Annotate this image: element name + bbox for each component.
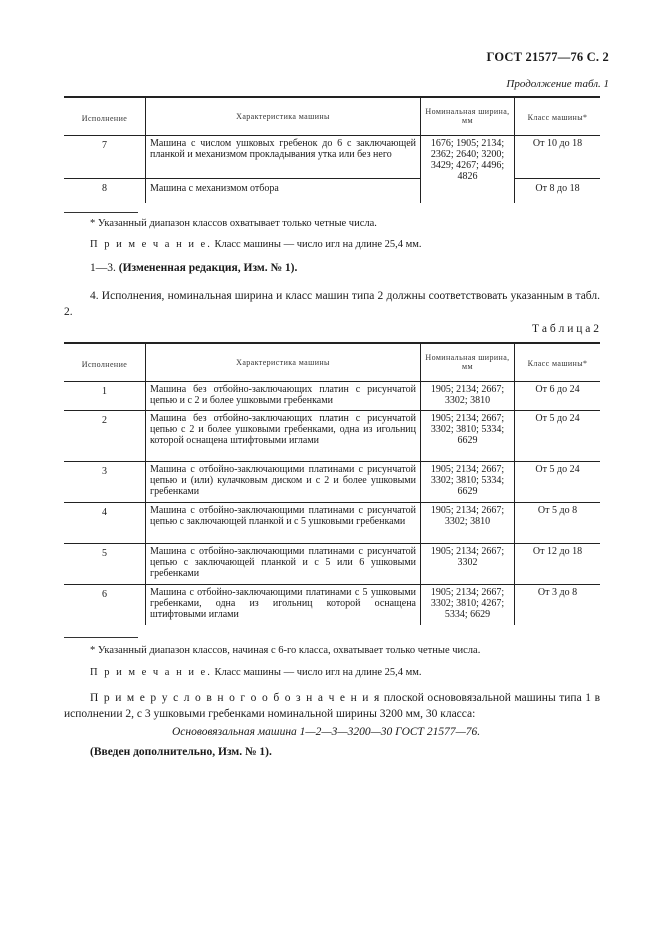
revision-text: (Измененная редакция, Изм. № 1). — [118, 262, 298, 274]
cell-class: От 5 до 24 — [515, 410, 601, 461]
table-row — [64, 543, 600, 584]
note-1 — [90, 239, 422, 250]
cell-class: От 5 до 24 — [515, 461, 601, 502]
note-label: П р и м е ч а н и е. — [90, 667, 212, 678]
table-2 — [64, 342, 600, 625]
note-text: Класс машины — число игл на длине 25,4 мм. — [214, 667, 422, 678]
cell-execution: 3 — [64, 461, 146, 502]
cell-execution: 8 — [102, 182, 107, 194]
cell-execution: 7 — [64, 135, 146, 178]
cell-execution: 1 — [64, 381, 146, 410]
cell-characteristic: Машина с отбойно-заключающими платинами с 5 ушковыми гребенками, одна из игольниц которой оснащена штифтовыми иглами — [146, 584, 421, 625]
cell-class: От 6 до 24 — [515, 381, 601, 410]
cell-characteristic: Машина с механизмом отбора — [146, 178, 421, 203]
page-header: ГОСТ 21577—76 С. 2 — [486, 50, 609, 64]
table-row — [64, 461, 600, 502]
cell-width: 1905; 2134; 2667; 3302; 3810; 5334; 6629 — [421, 410, 515, 461]
cell-execution: 4 — [64, 502, 146, 543]
col-header-characteristic: Характеристика машины — [146, 343, 421, 381]
table-row — [64, 410, 600, 461]
table-row — [64, 584, 600, 625]
cell-width: 1905; 2134; 2667; 3302 — [421, 543, 515, 584]
example-label: П р и м е р у с л о в н о г о о б о з н а ч е н и я — [90, 692, 381, 704]
cell-class: От 3 до 8 — [537, 586, 578, 598]
col-header-class: Класс машины* — [515, 97, 601, 135]
revision-1 — [90, 260, 297, 276]
cell-width: 1676; 1905; 2134; 2362; 2640; 3200; 3429; 4267; 4496; 4826 — [421, 135, 515, 203]
paragraph-4: 4. Исполнения, номинальная ширина и класс машин типа 2 должны соответствовать указанным в табл. 2. — [64, 290, 600, 318]
footnote-rule — [64, 637, 138, 638]
table-row — [64, 502, 600, 543]
col-header-width: Номинальная ширина, мм — [421, 97, 515, 135]
table-row — [64, 178, 600, 203]
cell-execution: 5 — [64, 543, 146, 584]
footnote-1: * Указанный диапазон классов охватывает только четные числа. — [90, 218, 377, 229]
cell-width: 1905; 2134; 2667; 3302; 3810; 5334; 6629 — [421, 461, 515, 502]
cell-characteristic: Машина с числом ушковых гребенок до 6 с заключающей планкой и механизмом прокладывания утка или без него — [146, 135, 421, 178]
footnote-rule — [64, 212, 138, 213]
cell-width: 1905; 2134; 2667; 3302; 3810 — [421, 502, 515, 543]
revision-prefix: 1—3. — [90, 262, 116, 274]
table-row — [64, 135, 600, 178]
cell-execution: 6 — [102, 588, 107, 600]
revision-2: (Введен дополнительно, Изм. № 1). — [90, 746, 272, 758]
cell-class: От 8 до 18 — [535, 182, 580, 194]
cell-characteristic: Машина с отбойно-заключающими платинами с рисунчатой цепью и (или) кулачковым диском и с 2 и более ушковыми гребенками — [146, 461, 421, 502]
cell-characteristic: Машина с отбойно-заключающими платинами с рисунчатой цепью с заключающей планкой и с 5 или 6 ушковыми гребенками — [146, 543, 421, 584]
cell-class: От 12 до 18 — [515, 543, 601, 584]
table-continuation-label: Продолжение табл. 1 — [506, 78, 609, 90]
cell-class: От 10 до 18 — [515, 135, 601, 178]
col-header-class: Класс машины* — [515, 343, 601, 381]
table-1 — [64, 96, 600, 203]
example-text: плоской основовязальной машины типа 1 в исполнении 2, с 3 ушковыми гребенками номинальной ширины 3200 мм, 30 класса: — [64, 692, 601, 720]
table-row — [64, 381, 600, 410]
note-2 — [90, 667, 422, 678]
cell-execution: 2 — [64, 410, 146, 461]
cell-width: 1905; 2134; 2667; 3302; 3810; 4267; 5334; 6629 — [421, 584, 515, 625]
table-2-caption: Т а б л и ц а 2 — [531, 323, 599, 335]
col-header-execution: Исполнение — [64, 97, 146, 135]
cell-characteristic: Машина без отбойно-заключающих платин с рисунчатой цепью с 2 и более ушковыми гребенками, одна из игольниц которой оснащена штифтовыми иглами — [146, 410, 421, 461]
note-label: П р и м е ч а н и е. — [90, 239, 212, 250]
footnote-2: * Указанный диапазон классов, начиная с 6-го класса, охватывает только четные числа. — [90, 645, 481, 656]
example-paragraph — [64, 690, 600, 722]
col-header-execution: Исполнение — [64, 343, 146, 381]
col-header-characteristic: Характеристика машины — [146, 97, 421, 135]
cell-characteristic: Машина без отбойно-заключающих платин с рисунчатой цепью и с 2 и более ушковыми гребенками — [146, 381, 421, 410]
col-header-width: Номинальная ширина, мм — [421, 343, 515, 381]
cell-width: 1905; 2134; 2667; 3302; 3810 — [421, 381, 515, 410]
cell-characteristic: Машина с отбойно-заключающими платинами с рисунчатой цепью с заключающей планкой и с 5 ушковыми гребенками — [146, 502, 421, 543]
note-text: Класс машины — число игл на длине 25,4 мм. — [214, 239, 422, 250]
example-designation: Основовязальная машина 1—2—3—3200—30 ГОСТ 21577—76. — [172, 726, 481, 738]
cell-class: От 5 до 8 — [515, 502, 601, 543]
